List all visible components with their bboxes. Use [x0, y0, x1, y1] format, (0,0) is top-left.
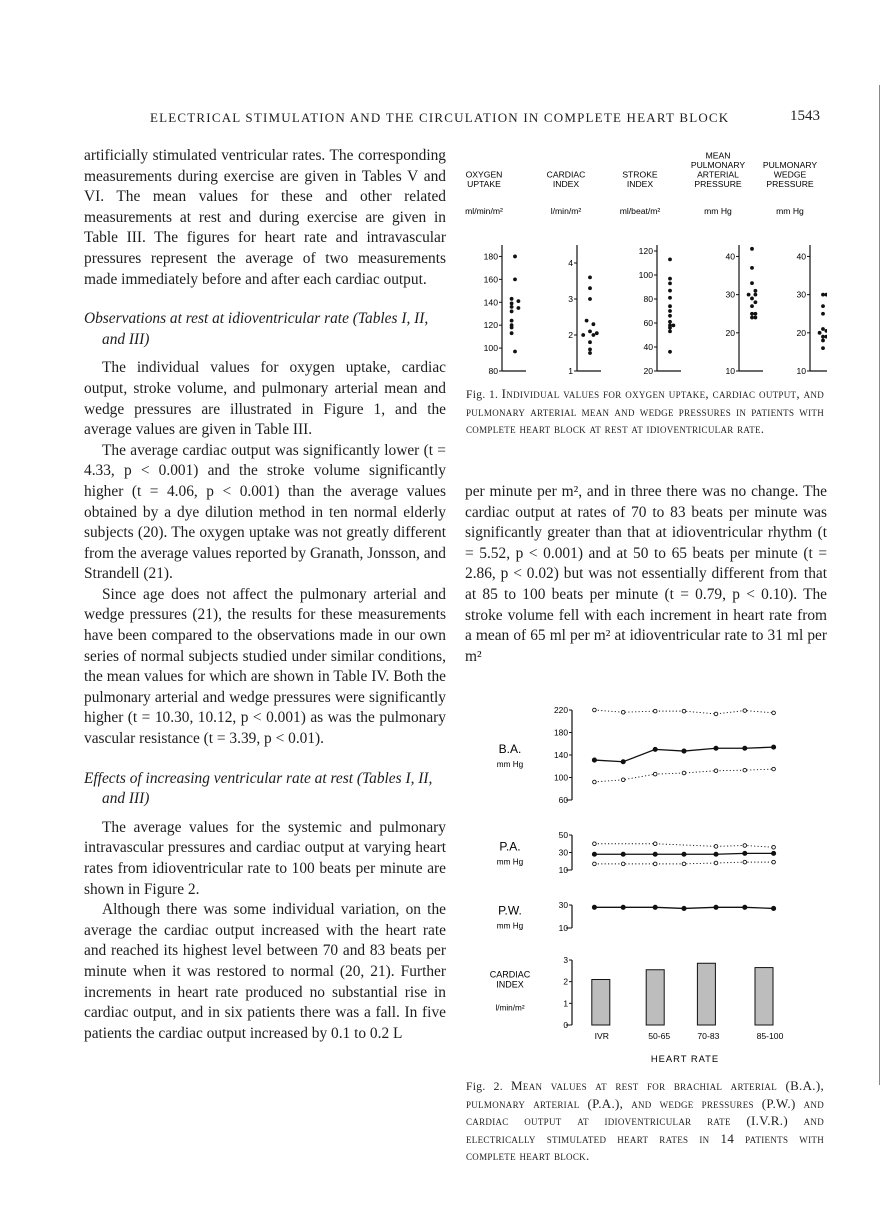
fig1-unit-label: mm Hg [776, 206, 804, 216]
fig1-data-point [821, 293, 825, 297]
fig2-tick-label: 2 [563, 976, 568, 987]
fig2-data-point [772, 906, 776, 910]
fig1-tick-label: 40 [725, 251, 735, 262]
fig1-unit-label: l/min/m² [550, 206, 582, 216]
figure-1-caption-label: Fig. 1. [466, 388, 499, 401]
fig2-unit-label: l/min/m² [495, 1003, 525, 1013]
fig1-data-point [588, 340, 592, 344]
fig1-panel-title: PULMONARY [690, 160, 746, 170]
fig2-data-point [682, 749, 686, 753]
body-paragraph: The average values for the systemic and pulmonary intravascular pressures and cardiac output at varying heart rates from idioventricular rate to 100 beats per minute are shown in Figure 2. [84, 818, 446, 898]
fig1-tick-label: 2 [568, 330, 573, 340]
fig2-cardiac-index-bar [592, 980, 610, 1026]
fig1-data-point [581, 333, 585, 337]
figure-1-caption [466, 386, 824, 439]
fig2-data-point [772, 745, 776, 749]
fig1-tick-label: 120 [638, 246, 653, 256]
fig1-data-point [754, 293, 758, 297]
fig2-tick-label: 1 [563, 998, 568, 1009]
fig2-data-point [682, 862, 686, 866]
fig2-data-point [714, 769, 718, 773]
fig1-data-point [592, 333, 596, 337]
body-paragraph: The average cardiac output was significantly lower (t = 4.33, p < 0.001) and the stroke volume significantly higher (t = 4.06, p < 0.001) than the average values obtained by a dye dilution method in ten normal elderly subjects (20). The oxygen uptake was not greatly different from the average values reported by Granath, Jonsson, and Strandell (21). [84, 441, 446, 583]
fig2-data-point [772, 767, 776, 771]
figure-1-caption-text: Individual values for oxygen uptake, cardiac output, and pulmonary arterial mean and wedge pressures in patients with complete heart block at rest at idioventricular rate. [466, 386, 825, 436]
fig2-data-point [714, 712, 718, 716]
fig2-panel-label: P.A. [499, 839, 521, 854]
fig2-data-point [743, 709, 747, 713]
fig2-tick-label: 180 [554, 727, 568, 738]
fig1-tick-label: 30 [796, 289, 806, 300]
fig1-tick-label: 120 [483, 320, 498, 331]
figure-2-chart [480, 700, 810, 1075]
fig2-data-point [682, 906, 686, 910]
fig2-data-point [592, 758, 596, 762]
body-paragraph: Since age does not affect the pulmonary arterial and wedge pressures (21), the results for these measurements have been compared to the observations made in our own series of normal subjects studied under similar conditions, the mean values for which are shown in Table IV. Both the pulmonary arterial and wedge pressures were significantly higher (t = 10.30, 10.12, p < 0.001) as was the pulmonary vascular resistance (t = 3.39, p < 0.01). [84, 585, 446, 748]
fig2-data-point [653, 772, 657, 776]
fig1-data-point [592, 322, 596, 326]
fig1-tick-label: 30 [725, 289, 735, 300]
fig2-data-point [743, 905, 747, 909]
fig2-panel-label: CARDIAC [489, 969, 531, 980]
fig2-data-point [743, 844, 747, 848]
fig1-tick-label: 100 [638, 270, 653, 280]
page-edge-rule [879, 85, 880, 1085]
fig1-unit-label: mm Hg [704, 206, 732, 216]
fig2-data-point [772, 851, 776, 855]
fig1-data-point [821, 346, 825, 350]
fig2-data-point [621, 710, 625, 714]
fig1-data-point [510, 326, 514, 330]
figure-1 [462, 140, 827, 380]
fig1-data-point [825, 293, 828, 297]
fig2-tick-label: 0 [563, 1020, 568, 1030]
fig1-data-point [668, 326, 672, 330]
page-number: 1543 [790, 108, 820, 124]
fig1-data-point [750, 297, 754, 301]
fig1-data-point [750, 304, 754, 308]
fig2-unit-label: mm Hg [496, 857, 524, 867]
fig2-tick-label: 3 [563, 955, 568, 965]
fig1-data-point [668, 258, 672, 262]
fig2-tick-label: 10 [558, 865, 568, 875]
fig1-data-point [750, 316, 754, 320]
fig2-data-point [714, 746, 718, 750]
fig1-tick-label: 100 [483, 343, 498, 354]
fig1-data-point [750, 312, 754, 316]
fig1-panel-title: CARDIAC [546, 169, 586, 180]
fig2-unit-label: mm Hg [496, 760, 524, 769]
fig1-data-point [821, 339, 825, 343]
fig1-data-point [588, 286, 592, 290]
fig2-data-point [621, 778, 625, 782]
fig2-data-point [682, 709, 686, 713]
fig2-panel-label: B.A. [498, 742, 522, 756]
fig2-data-point [592, 852, 596, 856]
fig2-data-point [621, 760, 625, 764]
fig2-cardiac-index-bar [646, 970, 664, 1025]
fig1-panel-title: MEAN [705, 150, 731, 161]
fig1-data-point [517, 306, 521, 310]
fig1-data-point [510, 302, 514, 306]
fig2-panel-label: P.W. [498, 903, 522, 918]
fig1-data-point [821, 312, 825, 316]
fig2-cardiac-index-bar [755, 968, 773, 1025]
fig1-data-point [588, 348, 592, 352]
section-heading: Observations at rest at idioventricular rate (Tables I, II, and III) [84, 310, 429, 348]
fig2-data-point [593, 708, 597, 712]
figure-2-caption [466, 1078, 824, 1166]
fig1-panel-title: PULMONARY [762, 160, 818, 170]
left-column [84, 146, 446, 1044]
fig1-data-point [588, 351, 592, 355]
fig1-data-point [510, 305, 514, 309]
fig2-data-point [653, 842, 657, 846]
fig1-unit-label: ml/min/m² [465, 206, 503, 216]
fig2-data-point [653, 747, 657, 751]
fig2-data-point [592, 905, 596, 909]
fig2-data-point [593, 842, 597, 846]
fig1-tick-label: 40 [796, 251, 806, 262]
fig2-data-point [714, 861, 718, 865]
fig2-tick-label: 60 [558, 795, 568, 805]
fig1-tick-label: 180 [483, 251, 498, 262]
fig2-data-point [743, 851, 747, 855]
fig1-data-point [821, 327, 825, 331]
fig2-data-point [593, 862, 597, 866]
fig1-data-point [668, 350, 672, 354]
fig1-tick-label: 80 [643, 294, 653, 304]
fig1-data-point [750, 247, 754, 251]
fig1-data-point [513, 277, 517, 281]
fig1-data-point [588, 297, 592, 301]
fig1-panel-title: WEDGE [773, 169, 807, 180]
section-heading: Effects of increasing ventricular rate at rest (Tables I, II, and III) [84, 769, 433, 808]
right-column [465, 482, 827, 667]
fig1-data-point [818, 331, 822, 335]
fig1-data-point [668, 309, 672, 313]
fig1-data-point [513, 255, 517, 259]
fig2-data-point [653, 862, 657, 866]
fig2-data-point [621, 852, 625, 856]
fig1-panel-title: INDEX [626, 179, 654, 189]
fig1-panel-title: PRESSURE [766, 179, 814, 189]
body-paragraph: artificially stimulated ventricular rates. The corresponding measurements during exercise are given in Tables V and VI. The mean values for these and other related measurements at rest and during exercise are given in Table III. The figures for heart rate and intravascular pressures represent the average of two measurements made immediately before and after each cardiac output. [84, 147, 446, 288]
body-paragraph: Although there was some individual variation, on the average the cardiac output increased with the heart rate and reached its highest level between 70 and 83 beats per minute when it was restored to normal (20, 21). Further increments in heart rate produced no substantial rise in cardiac output, and in six patients there was a fall. In five patients the cardiac output increased by 0.1 to 0.2 L [84, 901, 446, 1042]
fig1-tick-label: 10 [796, 366, 806, 376]
fig2-tick-label: 30 [558, 847, 568, 858]
fig1-data-point [821, 304, 825, 308]
fig2-tick-label: 100 [554, 772, 568, 783]
fig1-panel-title: INDEX [552, 179, 580, 189]
fig2-cardiac-index-bar [697, 963, 715, 1025]
fig1-panel-title: STROKE [622, 169, 658, 180]
fig1-data-point [513, 350, 517, 354]
body-paragraph: The individual values for oxygen uptake, cardiac output, stroke volume, and pulmonary arterial mean and wedge pressures are illustrated in Figure 1, and the average values are given in Table III. [84, 359, 446, 439]
fig1-panel-title: UPTAKE [467, 179, 501, 189]
fig1-data-point [510, 319, 514, 323]
fig2-panel-label: INDEX [496, 979, 524, 990]
fig1-data-point [517, 299, 521, 303]
fig1-data-point [668, 330, 672, 334]
fig1-panel-title: OXYGEN [465, 169, 503, 180]
fig2-category-label: IVR [594, 1031, 609, 1041]
fig1-tick-label: 20 [643, 366, 653, 376]
fig1-unit-label: ml/beat/m² [619, 206, 661, 216]
fig1-data-point [668, 289, 672, 293]
fig2-unit-label: mm Hg [496, 921, 524, 931]
fig2-data-point [714, 845, 718, 849]
fig2-data-point [653, 905, 657, 909]
fig2-data-point [621, 905, 625, 909]
fig1-tick-label: 1 [568, 366, 573, 376]
fig2-data-point [593, 780, 597, 784]
fig2-tick-label: 50 [558, 830, 568, 840]
right-paragraph: per minute per m², and in three there was no change. The cardiac output at rates of 70 to 83 beats per minute was significantly greater than that at idioventricular rhythm (t = 5.52, p < 0.001) and at 50 to 65 beats per minute (t = 2.86, p < 0.02) but was not essentially different from that at 85 to 100 beats per minute (t = 0.79, p < 0.10). The stroke volume fell with each increment in heart rate from a mean of 65 ml per m² at idioventricular rate to 31 ml per m² [465, 483, 827, 665]
running-title: ELECTRICAL STIMULATION AND THE CIRCULATION IN COMPLETE HEART BLOCK [150, 110, 730, 125]
fig2-tick-label: 30 [558, 900, 568, 910]
fig1-tick-label: 4 [568, 258, 573, 268]
fig1-data-point [825, 329, 828, 333]
fig1-panel-title: PRESSURE [694, 179, 742, 189]
fig1-data-point [595, 331, 599, 335]
fig1-tick-label: 40 [643, 342, 653, 352]
fig1-data-point [754, 312, 758, 316]
fig2-tick-label: 220 [554, 705, 568, 715]
fig1-tick-label: 140 [483, 297, 498, 308]
fig1-data-point [754, 300, 758, 304]
fig1-data-point [821, 335, 825, 339]
fig1-data-point [754, 316, 758, 320]
fig1-data-point [668, 282, 672, 286]
fig1-tick-label: 3 [568, 294, 573, 304]
fig1-data-point [672, 324, 676, 328]
fig1-data-point [825, 335, 828, 339]
fig1-data-point [750, 281, 754, 285]
fig1-data-point [668, 314, 672, 318]
fig2-data-point [682, 852, 686, 856]
fig1-data-point [588, 276, 592, 280]
fig1-panel-title: ARTERIAL [697, 169, 739, 180]
fig1-data-point [750, 266, 754, 270]
fig1-data-point [588, 330, 592, 334]
fig2-data-point [621, 862, 625, 866]
figure-2-caption-text: Mean values at rest for brachial arterial (B.A.), pulmonary arterial (P.A.), and wedge pressures (P.W.) and cardiac output at idioventricular rate (I.V.R.) and electrically stimulated heart rates in 14 patients with complete heart block. [466, 1078, 825, 1163]
fig2-data-point [653, 709, 657, 713]
figure-2-caption-label: Fig. 2. [466, 1080, 503, 1093]
fig2-data-point [714, 852, 718, 856]
fig2-category-label: 50-65 [648, 1031, 671, 1041]
fig2-category-label: 85-100 [756, 1031, 784, 1041]
fig1-tick-label: 20 [796, 327, 806, 338]
fig1-data-point [754, 289, 758, 293]
fig2-data-point [772, 711, 776, 715]
fig2-data-point [772, 860, 776, 864]
fig1-data-point [510, 331, 514, 335]
fig1-data-point [747, 293, 751, 297]
fig1-data-point [510, 310, 514, 314]
fig2-data-point [653, 852, 657, 856]
fig2-data-point [682, 771, 686, 775]
fig2-data-point [743, 860, 747, 864]
fig1-data-point [668, 296, 672, 300]
fig2-data-point [743, 746, 747, 750]
fig2-category-label: 70-83 [697, 1031, 720, 1041]
fig1-data-point [668, 320, 672, 324]
fig2-data-point [772, 845, 776, 849]
fig2-tick-label: 140 [554, 750, 568, 760]
figure-1-chart [462, 140, 827, 380]
fig1-data-point [668, 277, 672, 281]
fig2-x-axis-label: HEART RATE [650, 1053, 720, 1064]
fig1-tick-label: 10 [725, 366, 735, 376]
fig1-tick-label: 60 [643, 318, 653, 328]
fig1-data-point [510, 297, 514, 301]
fig1-tick-label: 160 [483, 274, 498, 285]
fig2-tick-label: 10 [558, 923, 568, 933]
fig1-tick-label: 80 [488, 366, 498, 376]
fig2-data-point [714, 905, 718, 909]
fig1-data-point [668, 304, 672, 308]
fig2-data-point [743, 768, 747, 772]
fig1-data-point [585, 319, 589, 323]
figure-2 [480, 700, 810, 1075]
fig1-tick-label: 20 [725, 327, 735, 338]
